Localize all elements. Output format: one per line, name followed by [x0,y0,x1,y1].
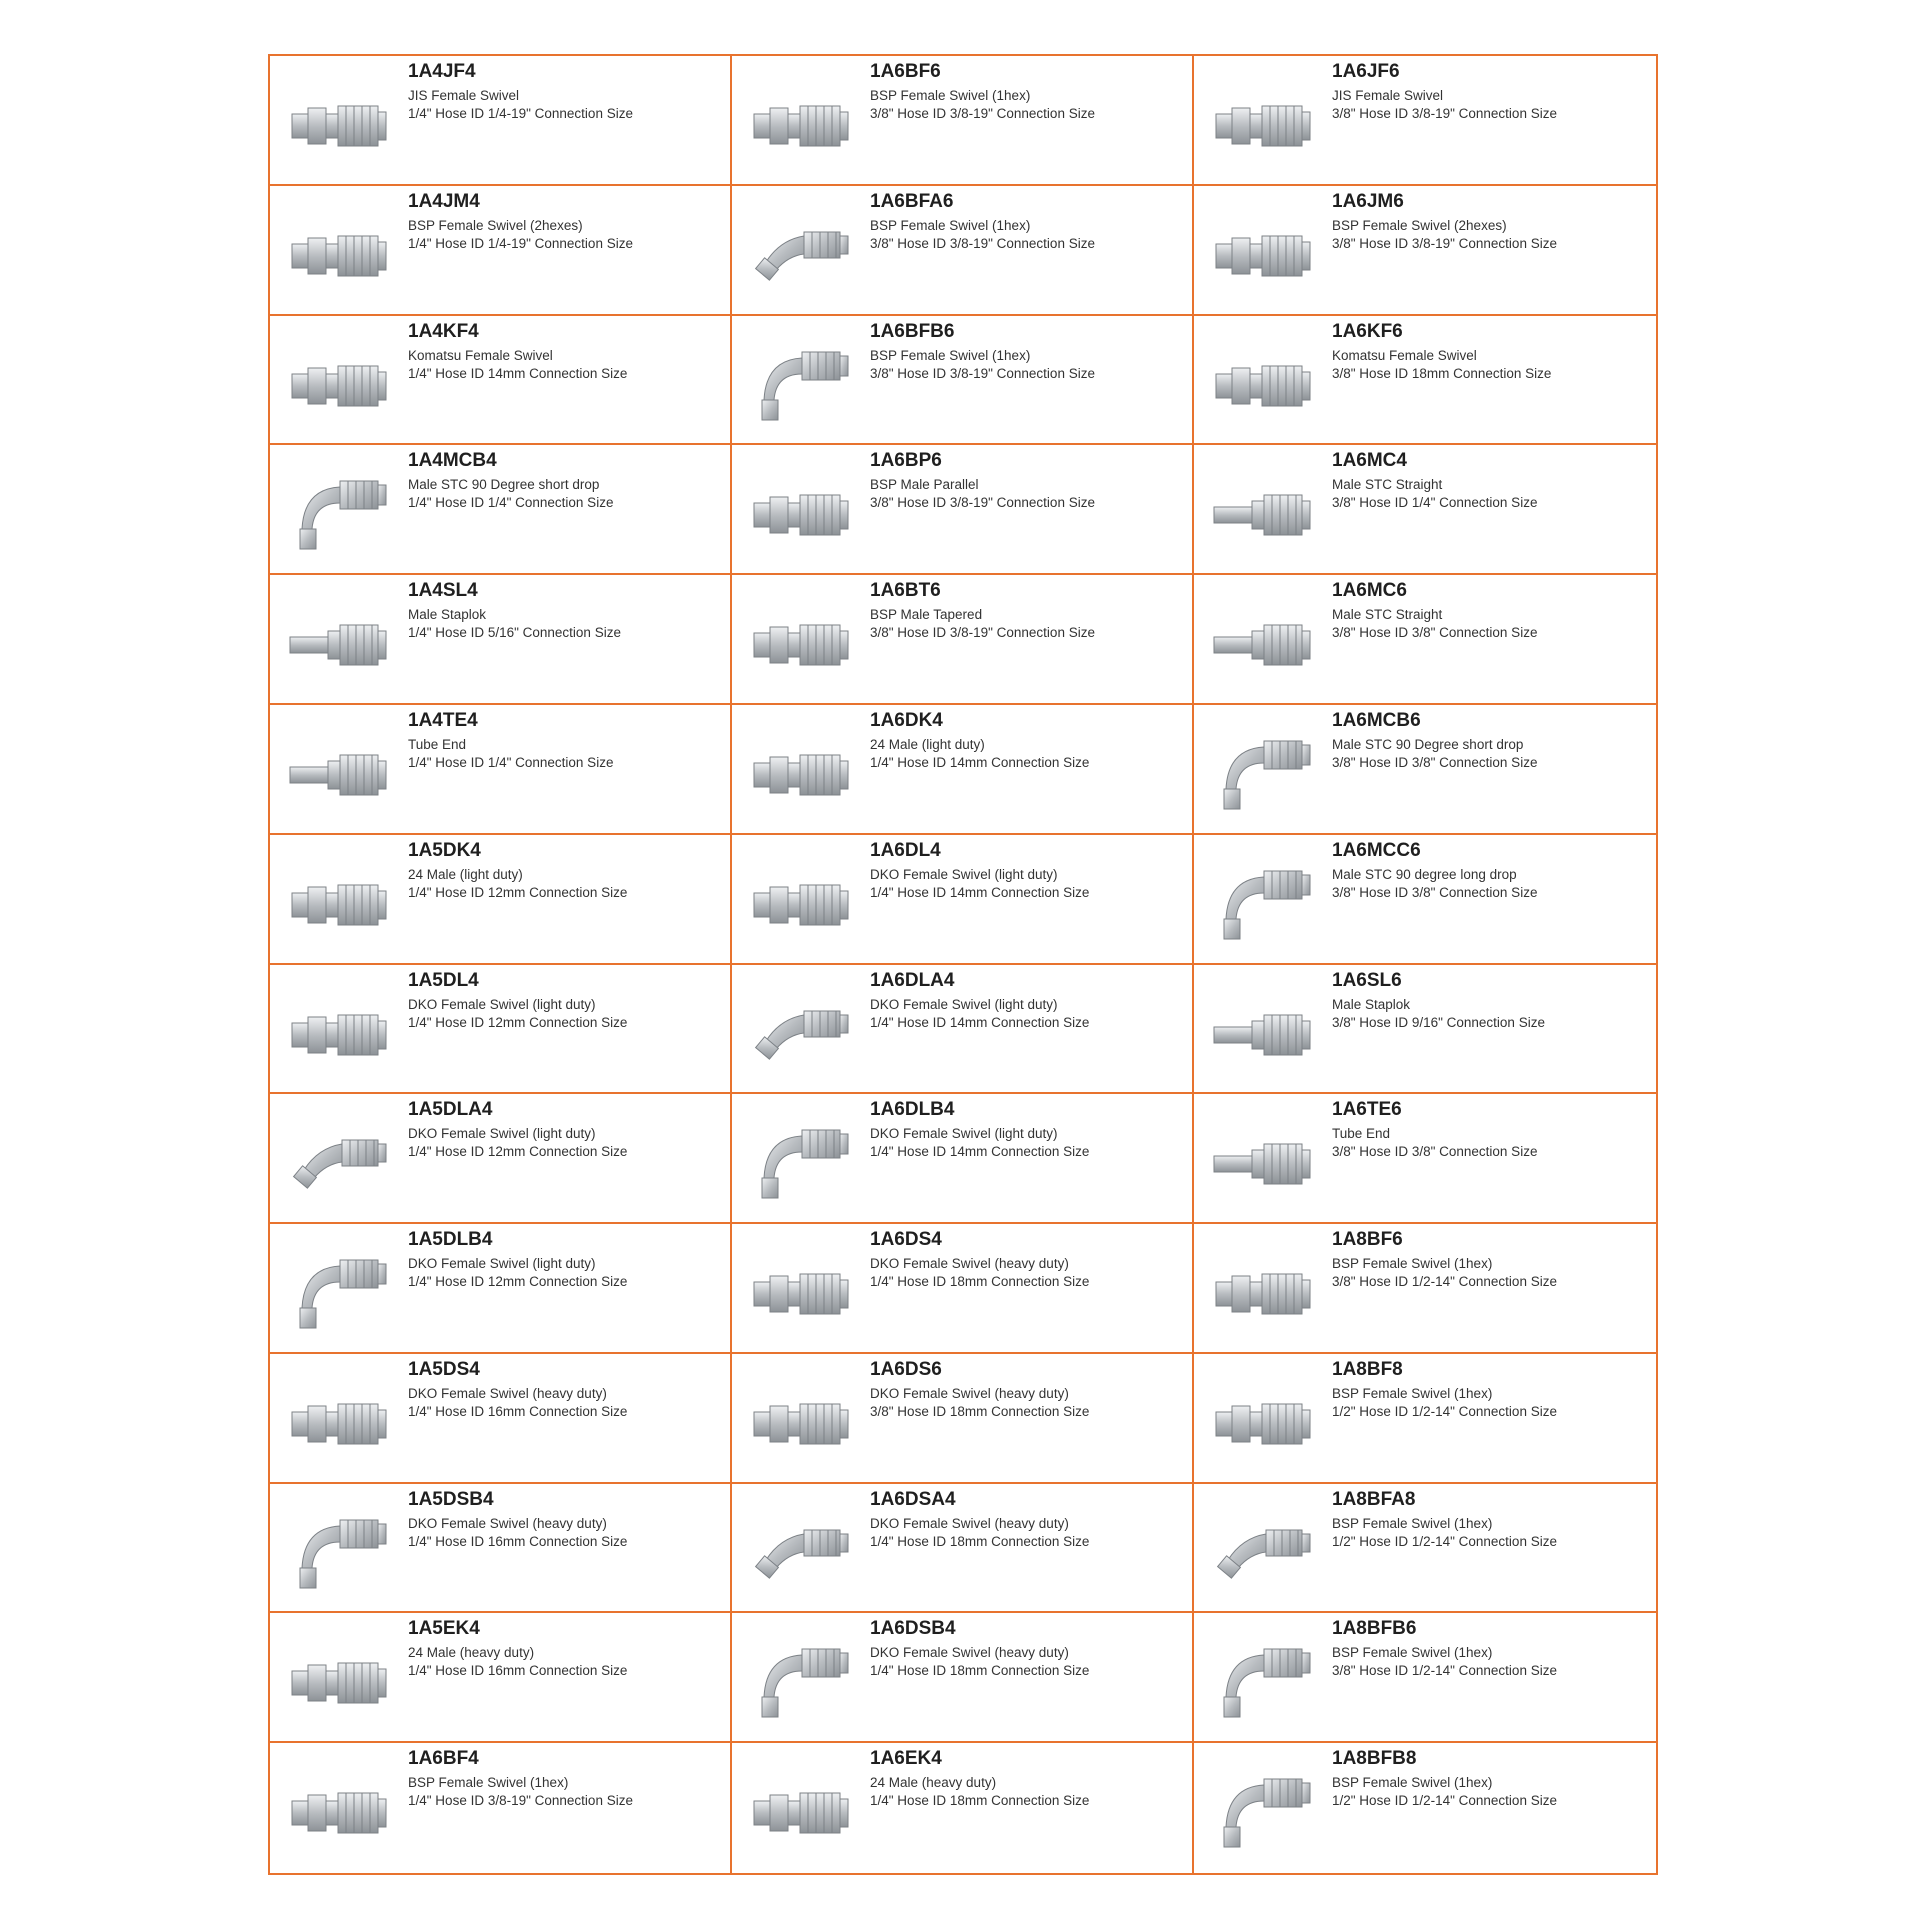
product-cell[interactable] [732,1613,1194,1743]
elbow-90-fitting-icon [750,344,854,428]
product-spec: 1/4" Hose ID 18mm Connection Size [870,1663,1090,1679]
product-info [1332,1748,1650,1810]
product-description: Komatsu Female Swivel [408,347,553,363]
product-code: 1A6BFA6 [870,190,954,212]
straight-swivel-fitting-icon [750,733,854,817]
product-code: 1A8BF6 [1332,1229,1403,1251]
product-spec: 3/8" Hose ID 3/8-19" Connection Size [870,495,1095,511]
product-cell[interactable] [1194,965,1656,1095]
product-info [870,1618,1186,1680]
product-spec: 3/8" Hose ID 3/8-19" Connection Size [870,106,1095,121]
product-cell[interactable] [732,1094,1194,1224]
product-spec: 3/8" Hose ID 18mm Connection Size [870,1403,1090,1419]
straight-tube-fitting-icon [1212,603,1316,687]
product-info [1332,450,1650,512]
product-description: DKO Female Swivel (heavy duty) [870,1645,1069,1661]
product-info [1332,1229,1650,1291]
product-code: 1A5DK4 [408,839,481,861]
product-code: 1A8BFB6 [1332,1618,1417,1640]
product-cell[interactable] [1194,186,1656,316]
product-spec: 3/8" Hose ID 3/8" Connection Size [1332,625,1538,641]
product-description: BSP Female Swivel (1hex) [870,88,1031,103]
product-description: BSP Female Swivel (1hex) [870,217,1031,233]
product-cell[interactable] [1194,835,1656,965]
product-cell[interactable] [1194,1613,1656,1743]
product-code: 1A6DSA4 [870,1488,956,1510]
product-spec: 1/4" Hose ID 14mm Connection Size [870,884,1090,900]
product-cell[interactable] [732,186,1194,316]
product-code: 1A4MCB4 [408,450,497,472]
straight-swivel-fitting-icon [1212,1252,1316,1336]
product-description: JIS Female Swivel [408,88,520,103]
straight-swivel-fitting-icon [288,214,392,298]
product-info [870,321,1186,383]
product-cell[interactable] [1194,705,1656,835]
product-spec: 3/8" Hose ID 3/8-19" Connection Size [1332,106,1557,121]
product-spec: 1/4" Hose ID 1/4-19" Connection Size [408,106,633,121]
product-spec: 1/4" Hose ID 18mm Connection Size [870,1533,1090,1549]
product-code: 1A8BFB8 [1332,1748,1417,1770]
product-description: BSP Female Swivel (1hex) [408,1775,569,1791]
product-cell[interactable] [1194,575,1656,705]
straight-swivel-fitting-icon [1212,214,1316,298]
product-info [1332,61,1650,123]
product-code: 1A4SL4 [408,580,478,602]
product-description: Male STC 90 Degree short drop [1332,736,1524,752]
product-description: BSP Female Swivel (1hex) [1332,1256,1493,1272]
product-spec: 1/4" Hose ID 14mm Connection Size [870,1014,1090,1030]
product-cell[interactable] [270,1743,732,1873]
product-spec: 1/4" Hose ID 12mm Connection Size [408,1014,628,1030]
product-description: BSP Male Parallel [870,477,979,493]
product-cell[interactable] [1194,1094,1656,1224]
product-description: DKO Female Swivel (light duty) [870,1126,1058,1142]
elbow-45-fitting-icon [1212,1512,1316,1596]
product-code: 1A6BF6 [870,61,941,82]
product-description: BSP Female Swivel (1hex) [1332,1645,1493,1661]
product-cell[interactable] [270,1094,732,1224]
product-description: Male STC 90 degree long drop [1332,866,1517,882]
product-cell[interactable] [1194,445,1656,575]
product-info [1332,710,1650,772]
product-cell[interactable] [270,705,732,835]
product-code: 1A8BF8 [1332,1358,1403,1380]
product-spec: 1/4" Hose ID 16mm Connection Size [408,1663,628,1679]
elbow-90-fitting-icon [288,1252,392,1336]
product-code: 1A6TE6 [1332,1099,1402,1121]
product-description: Male Staplok [408,607,487,623]
product-code: 1A6JF6 [1332,61,1400,82]
product-code: 1A6DSB4 [870,1618,956,1640]
product-cell[interactable] [732,835,1194,965]
product-description: Male STC Straight [1332,477,1443,493]
product-cell[interactable] [270,56,732,186]
product-info [408,450,724,512]
product-cell[interactable] [1194,1484,1656,1614]
elbow-45-fitting-icon [750,993,854,1077]
product-description: BSP Male Tapered [870,607,983,623]
product-description: DKO Female Swivel (heavy duty) [408,1385,607,1401]
product-info [870,1229,1186,1291]
straight-swivel-fitting-icon [750,603,854,687]
product-info [870,1099,1186,1161]
product-info [870,710,1186,772]
product-code: 1A6DLA4 [870,969,955,991]
product-spec: 1/4" Hose ID 14mm Connection Size [870,1144,1090,1160]
elbow-90-fitting-icon [750,1122,854,1206]
product-spec: 3/8" Hose ID 18mm Connection Size [1332,365,1552,381]
product-cell[interactable] [732,1224,1194,1354]
product-info [870,970,1186,1032]
product-description: DKO Female Swivel (heavy duty) [870,1256,1069,1272]
product-description: BSP Female Swivel (1hex) [870,347,1031,363]
product-code: 1A6BP6 [870,450,942,472]
product-cell[interactable] [270,1613,732,1743]
product-code: 1A6DK4 [870,709,943,731]
product-cell[interactable] [732,1743,1194,1873]
elbow-90-fitting-icon [288,473,392,557]
straight-swivel-fitting-icon [288,863,392,947]
product-code: 1A6MCB6 [1332,709,1421,731]
product-description: 24 Male (heavy duty) [870,1775,997,1791]
product-info [408,840,724,902]
product-description: DKO Female Swivel (light duty) [408,996,596,1012]
elbow-90-fitting-icon [1212,863,1316,947]
elbow-90-fitting-icon [1212,733,1316,817]
product-cell[interactable] [270,316,732,446]
elbow-45-fitting-icon [750,1512,854,1596]
product-info [408,1618,724,1680]
product-spec: 1/4" Hose ID 3/8-19" Connection Size [408,1793,633,1809]
straight-tube-fitting-icon [288,733,392,817]
product-description: BSP Female Swivel (1hex) [1332,1385,1493,1401]
product-cell[interactable] [732,56,1194,186]
product-description: 24 Male (light duty) [870,736,985,752]
product-code: 1A6DLB4 [870,1099,955,1121]
product-cell[interactable] [270,186,732,316]
product-spec: 3/8" Hose ID 3/8" Connection Size [1332,754,1538,770]
product-code: 1A6BF4 [408,1748,479,1770]
product-cell[interactable] [732,575,1194,705]
product-description: Tube End [1332,1126,1391,1142]
product-spec: 1/4" Hose ID 12mm Connection Size [408,884,628,900]
product-cell[interactable] [1194,1224,1656,1354]
product-spec: 3/8" Hose ID 3/8-19" Connection Size [870,365,1095,381]
product-spec: 3/8" Hose ID 3/8-19" Connection Size [1332,235,1557,251]
straight-swivel-fitting-icon [288,344,392,428]
product-spec: 1/2" Hose ID 1/2-14" Connection Size [1332,1533,1557,1549]
product-spec: 1/4" Hose ID 18mm Connection Size [870,1793,1090,1809]
product-info [1332,970,1650,1032]
product-description: DKO Female Swivel (light duty) [408,1256,596,1272]
product-info [1332,1489,1650,1551]
product-spec: 1/4" Hose ID 14mm Connection Size [870,754,1090,770]
elbow-90-fitting-icon [1212,1771,1316,1855]
product-info [408,1359,724,1421]
product-cell[interactable] [270,445,732,575]
straight-swivel-fitting-icon [288,1382,392,1466]
product-code: 1A6BT6 [870,580,941,602]
straight-swivel-fitting-icon [288,993,392,1077]
product-description: JIS Female Swivel [1332,88,1444,103]
product-info [870,61,1186,123]
product-code: 1A6BFB6 [870,320,955,342]
product-code: 1A5DLA4 [408,1099,493,1121]
product-code: 1A5EK4 [408,1618,480,1640]
product-code: 1A5DL4 [408,969,479,991]
straight-swivel-fitting-icon [750,863,854,947]
product-description: BSP Female Swivel (1hex) [1332,1775,1493,1791]
product-spec: 1/4" Hose ID 1/4" Connection Size [408,495,614,511]
product-description: Male STC 90 Degree short drop [408,477,600,493]
product-code: 1A6MC6 [1332,580,1407,602]
product-spec: 1/4" Hose ID 16mm Connection Size [408,1403,628,1419]
straight-tube-fitting-icon [288,603,392,687]
product-info [870,840,1186,902]
product-info [408,1748,724,1810]
straight-swivel-fitting-icon [288,84,392,168]
product-cell[interactable] [270,575,732,705]
product-info [408,61,724,123]
product-description: Male Staplok [1332,996,1411,1012]
product-info [408,1489,724,1551]
elbow-45-fitting-icon [288,1122,392,1206]
product-code: 1A6MCC6 [1332,839,1421,861]
product-description: DKO Female Swivel (heavy duty) [870,1515,1069,1531]
product-code: 1A8BFA8 [1332,1488,1416,1510]
product-description: Tube End [408,736,467,752]
straight-swivel-fitting-icon [288,1641,392,1725]
product-spec: 1/4" Hose ID 1/4" Connection Size [408,754,614,770]
product-description: Komatsu Female Swivel [1332,347,1477,363]
product-cell[interactable] [270,1484,732,1614]
product-cell[interactable] [1194,1354,1656,1484]
product-spec: 3/8" Hose ID 3/8" Connection Size [1332,884,1538,900]
product-cell[interactable] [732,1484,1194,1614]
product-info [870,191,1186,253]
product-spec: 1/4" Hose ID 18mm Connection Size [870,1274,1090,1290]
product-code: 1A4KF4 [408,320,479,342]
product-info [408,321,724,383]
fittings-catalog-grid [268,54,1658,1875]
product-description: DKO Female Swivel (heavy duty) [870,1385,1069,1401]
product-code: 1A6SL6 [1332,969,1402,991]
product-spec: 1/4" Hose ID 16mm Connection Size [408,1533,628,1549]
product-spec: 1/4" Hose ID 1/4-19" Connection Size [408,235,633,251]
elbow-45-fitting-icon [750,214,854,298]
product-description: 24 Male (light duty) [408,866,523,882]
elbow-90-fitting-icon [288,1512,392,1596]
straight-swivel-fitting-icon [1212,1382,1316,1466]
product-code: 1A4JF4 [408,61,476,82]
straight-swivel-fitting-icon [750,1771,854,1855]
product-cell[interactable] [270,835,732,965]
product-info [1332,840,1650,902]
product-spec: 3/8" Hose ID 9/16" Connection Size [1332,1014,1545,1030]
straight-swivel-fitting-icon [750,1382,854,1466]
product-cell[interactable] [270,965,732,1095]
product-spec: 1/4" Hose ID 12mm Connection Size [408,1144,628,1160]
product-cell[interactable] [732,445,1194,575]
product-description: BSP Female Swivel (2hexes) [1332,217,1507,233]
product-spec: 1/2" Hose ID 1/2-14" Connection Size [1332,1793,1557,1809]
product-code: 1A6DS4 [870,1229,942,1251]
straight-swivel-fitting-icon [1212,344,1316,428]
product-spec: 3/8" Hose ID 3/8" Connection Size [1332,1144,1538,1160]
product-spec: 3/8" Hose ID 1/2-14" Connection Size [1332,1663,1557,1679]
product-description: 24 Male (heavy duty) [408,1645,535,1661]
product-info [1332,321,1650,383]
product-info [1332,191,1650,253]
product-code: 1A4TE4 [408,709,478,731]
product-spec: 1/2" Hose ID 1/2-14" Connection Size [1332,1403,1557,1419]
straight-tube-fitting-icon [1212,993,1316,1077]
product-description: BSP Female Swivel (1hex) [1332,1515,1493,1531]
straight-swivel-fitting-icon [750,1252,854,1336]
product-code: 1A6EK4 [870,1748,942,1770]
straight-tube-fitting-icon [1212,1122,1316,1206]
product-spec: 1/4" Hose ID 14mm Connection Size [408,365,628,381]
product-description: DKO Female Swivel (heavy duty) [408,1515,607,1531]
product-spec: 3/8" Hose ID 1/4" Connection Size [1332,495,1538,511]
product-cell[interactable] [732,316,1194,446]
straight-tube-fitting-icon [1212,473,1316,557]
product-description: BSP Female Swivel (2hexes) [408,217,583,233]
straight-swivel-fitting-icon [750,473,854,557]
product-info [408,1099,724,1161]
product-code: 1A6KF6 [1332,320,1403,342]
product-description: DKO Female Swivel (light duty) [408,1126,596,1142]
product-code: 1A5DSB4 [408,1488,494,1510]
elbow-90-fitting-icon [1212,1641,1316,1725]
product-description: DKO Female Swivel (light duty) [870,996,1058,1012]
straight-swivel-fitting-icon [750,84,854,168]
product-spec: 1/4" Hose ID 5/16" Connection Size [408,625,621,641]
product-spec: 1/4" Hose ID 12mm Connection Size [408,1274,628,1290]
straight-swivel-fitting-icon [1212,84,1316,168]
product-info [408,191,724,253]
straight-swivel-fitting-icon [288,1771,392,1855]
product-info [408,1229,724,1291]
product-description: Male STC Straight [1332,607,1443,623]
product-cell[interactable] [1194,1743,1656,1873]
product-cell[interactable] [732,705,1194,835]
product-cell[interactable] [270,1224,732,1354]
product-code: 1A6DL4 [870,839,941,861]
product-code: 1A6JM6 [1332,190,1404,212]
product-info [408,970,724,1032]
product-cell[interactable] [270,1354,732,1484]
product-info [1332,1359,1650,1421]
product-info [408,580,724,642]
product-spec: 3/8" Hose ID 3/8-19" Connection Size [870,625,1095,641]
product-info [870,1489,1186,1551]
product-code: 1A4JM4 [408,190,480,212]
product-cell[interactable] [732,1354,1194,1484]
product-info [870,450,1186,512]
product-info [408,710,724,772]
product-info [1332,1618,1650,1680]
product-spec: 3/8" Hose ID 1/2-14" Connection Size [1332,1274,1557,1290]
product-info [870,580,1186,642]
product-cell[interactable] [732,965,1194,1095]
product-description: DKO Female Swivel (light duty) [870,866,1058,882]
product-spec: 3/8" Hose ID 3/8-19" Connection Size [870,235,1095,251]
product-code: 1A6DS6 [870,1358,942,1380]
product-info [1332,580,1650,642]
product-info [1332,1099,1650,1161]
product-cell[interactable] [1194,56,1656,186]
product-code: 1A5DLB4 [408,1229,493,1251]
product-info [870,1748,1186,1810]
product-cell[interactable] [1194,316,1656,446]
product-code: 1A6MC4 [1332,450,1407,472]
elbow-90-fitting-icon [750,1641,854,1725]
product-info [870,1359,1186,1421]
product-code: 1A5DS4 [408,1358,480,1380]
